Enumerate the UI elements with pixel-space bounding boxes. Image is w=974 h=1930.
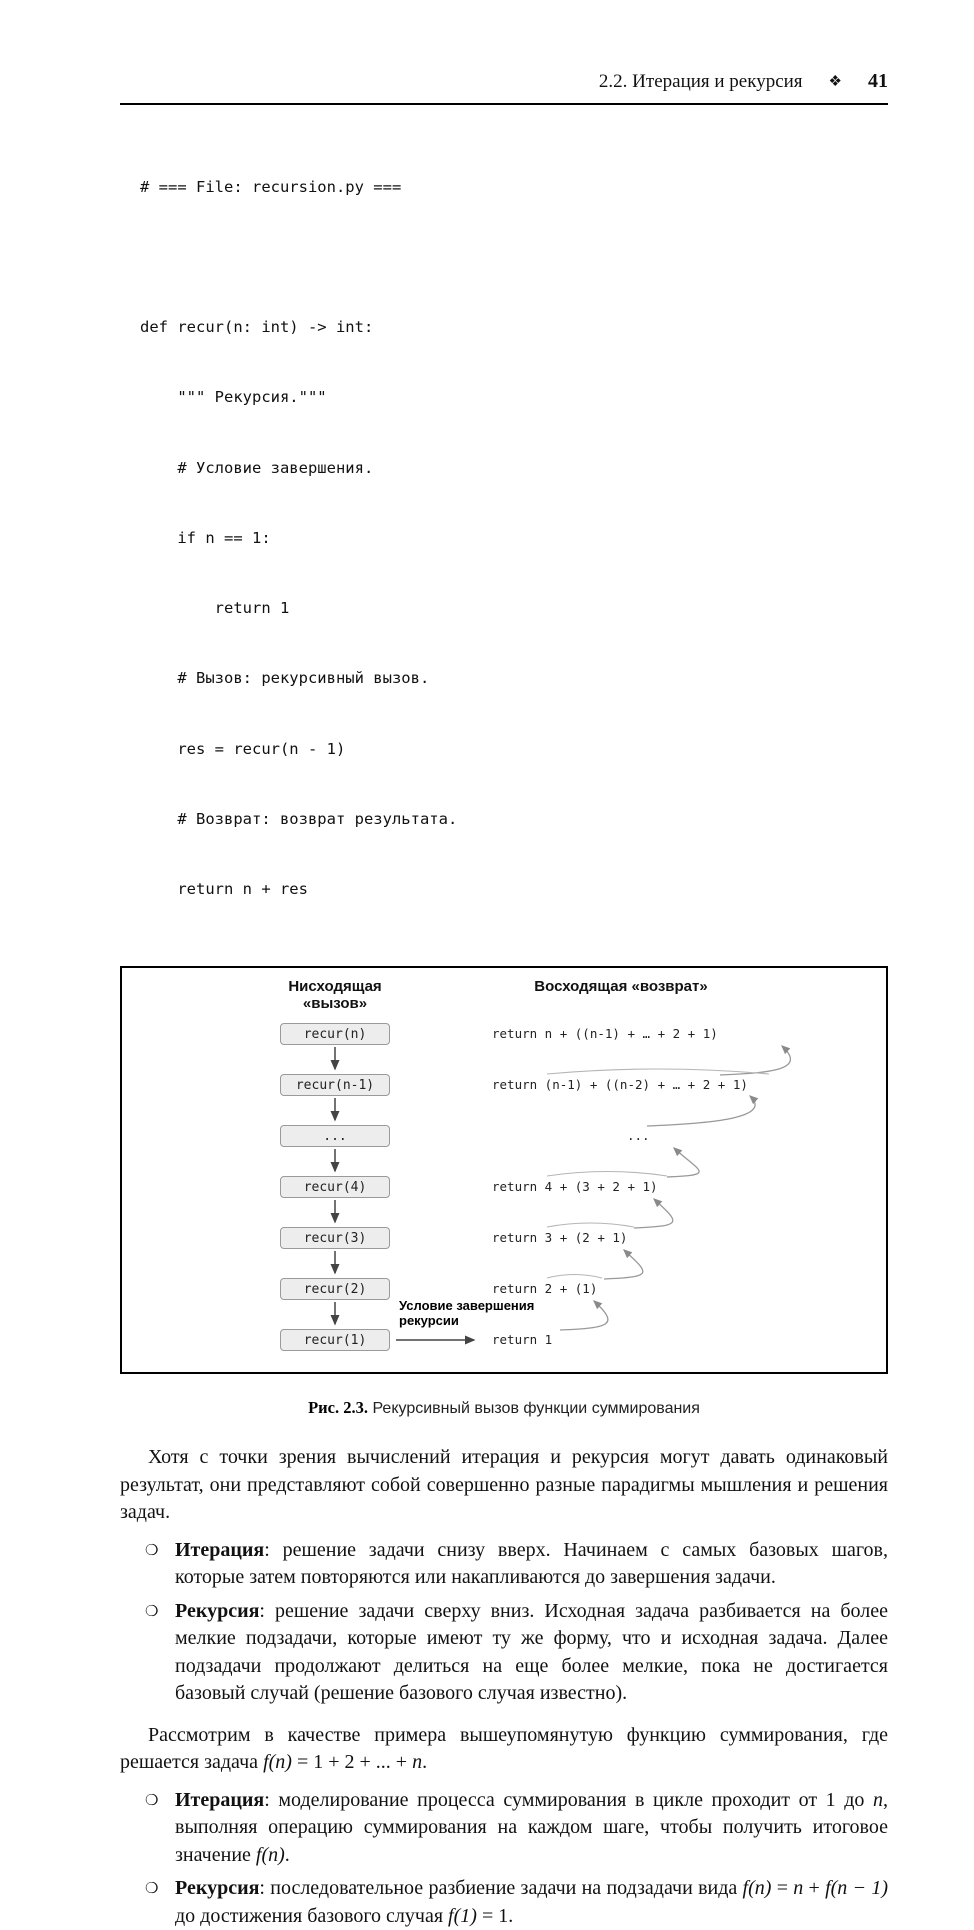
code-line: # Условие завершения. xyxy=(140,458,374,477)
bullet-icon: ❍ xyxy=(145,1881,159,1898)
code-line: return n + res xyxy=(140,879,308,898)
return-line: return n + ((n-1) + … + 2 + 1) xyxy=(492,1026,718,1042)
call-box: recur(1) xyxy=(280,1329,390,1351)
list-item-recursion xyxy=(145,1598,888,1708)
termination-label-line1: Условие завершения xyxy=(399,1298,535,1314)
paragraph-example xyxy=(120,1722,888,1777)
recursion-example-text-2: до достижения базового случая xyxy=(175,1904,449,1927)
page-header xyxy=(120,70,888,105)
paragraph-intro: Хотя с точки зрения вычислений итерация и рекурсия могут давать одинаковый результат, они представляют собой совершенно разные парадигмы мышления и решения задач. xyxy=(120,1446,888,1524)
figure-recursion-diagram xyxy=(120,966,888,1374)
code-block xyxy=(140,129,888,948)
bullet-list-paradigms xyxy=(120,1537,888,1708)
code-line: if n == 1: xyxy=(140,528,271,547)
paragraph-example-formula: = 1 + 2 + ... + xyxy=(291,1751,413,1774)
figure-right-header: Восходящая «возврат» xyxy=(534,978,708,996)
paragraph-example-text: Рассмотрим в качестве примера вышеупомянутую функцию суммирования, где решается задача xyxy=(120,1723,888,1774)
call-box: recur(4) xyxy=(280,1176,390,1198)
section-title: 2.2. Итерация и рекурсия xyxy=(598,71,803,92)
recursion-example-plus: + xyxy=(803,1877,826,1900)
figure-caption-text: Рекурсивный вызов функции суммирования xyxy=(368,1400,700,1418)
paragraph-example-end: . xyxy=(422,1751,428,1774)
return-line: ... xyxy=(627,1128,650,1144)
iteration-example-text-2: , выполняя операцию суммирования на каждом шаге, чтобы получить итоговое значение xyxy=(175,1788,888,1866)
diamond-icon: ❖ xyxy=(828,74,842,90)
call-box: recur(n-1) xyxy=(280,1074,390,1096)
return-line: return 2 + (1) xyxy=(492,1281,598,1297)
code-line: # Вызов: рекурсивный вызов. xyxy=(140,669,430,688)
math-fn: f(n) xyxy=(742,1877,772,1900)
call-box: recur(3) xyxy=(280,1227,390,1249)
list-item-text xyxy=(175,1787,888,1870)
figure-left-header: Нисходящая «вызов» xyxy=(288,978,382,1013)
bullet-list-example xyxy=(120,1787,888,1930)
code-line: res = recur(n - 1) xyxy=(140,739,346,758)
recursion-example-text-1: : последовательное разбиение задачи на подзадачи вида xyxy=(259,1877,743,1900)
math-fn: f(n) xyxy=(255,1843,285,1866)
code-line: # === File: recursion.py === xyxy=(140,177,402,196)
code-line: # Возврат: возврат результата. xyxy=(140,809,458,828)
code-line: return 1 xyxy=(140,599,290,618)
list-item-iteration xyxy=(145,1537,888,1592)
call-box: ... xyxy=(280,1125,390,1147)
term-recursion-2: Рекурсия xyxy=(175,1877,260,1900)
termination-label xyxy=(399,1298,534,1328)
code-line: """ Рекурсия.""" xyxy=(140,388,327,407)
code-line: def recur(n: int) -> int: xyxy=(140,318,374,337)
term-recursion: Рекурсия xyxy=(175,1599,260,1622)
page-number: 41 xyxy=(868,70,888,92)
list-item-text xyxy=(175,1875,888,1930)
recursion-example-end: = 1. xyxy=(476,1904,514,1927)
code-line xyxy=(140,246,888,269)
bullet-icon: ❍ xyxy=(145,1542,159,1559)
termination-label-line2: рекурсии xyxy=(399,1313,459,1329)
list-item-iteration-example xyxy=(145,1787,888,1870)
math-fn-minus-1: f(n − 1) xyxy=(825,1877,889,1900)
math-n: n xyxy=(873,1788,883,1811)
term-recursion-desc: : решение задачи сверху вниз. Исходная задача разбивается на более мелкие подзадачи, которые имеют ту же форму, что и исходная задача. Далее подзадачи продолжают делиться на еще более мелкие, пока не достигается базовый случай (решение базового случая известно). xyxy=(175,1599,888,1705)
return-line: return 4 + (3 + 2 + 1) xyxy=(492,1179,658,1195)
math-fn: f(n) xyxy=(263,1751,292,1774)
math-n: n xyxy=(412,1751,423,1774)
recursion-example-eq: = xyxy=(771,1877,794,1900)
term-iteration: Итерация xyxy=(175,1538,265,1561)
list-item-text xyxy=(175,1537,888,1592)
figure-caption-number: Рис. 2.3. xyxy=(308,1398,369,1418)
list-item-recursion-example xyxy=(145,1875,888,1930)
figure-caption xyxy=(120,1398,888,1418)
iteration-example-end: . xyxy=(284,1843,290,1866)
return-line: return (n-1) + ((n-2) + … + 2 + 1) xyxy=(492,1077,748,1093)
bullet-icon: ❍ xyxy=(145,1792,159,1809)
term-iteration-2: Итерация xyxy=(175,1788,265,1811)
call-box: recur(n) xyxy=(280,1023,390,1045)
bullet-icon: ❍ xyxy=(145,1603,159,1620)
iteration-example-text-1: : моделирование процесса суммирования в цикле проходит от 1 до xyxy=(264,1788,873,1811)
math-f1: f(1) xyxy=(448,1904,477,1927)
return-line: return 1 xyxy=(492,1332,553,1348)
math-n: n xyxy=(793,1877,804,1900)
call-box: recur(2) xyxy=(280,1278,390,1300)
return-line: return 3 + (2 + 1) xyxy=(492,1230,628,1246)
list-item-text xyxy=(175,1598,888,1708)
term-iteration-desc: : решение задачи снизу вверх. Начинаем с самых базовых шагов, которые затем повторяются или накапливаются до завершения задачи. xyxy=(175,1538,888,1589)
